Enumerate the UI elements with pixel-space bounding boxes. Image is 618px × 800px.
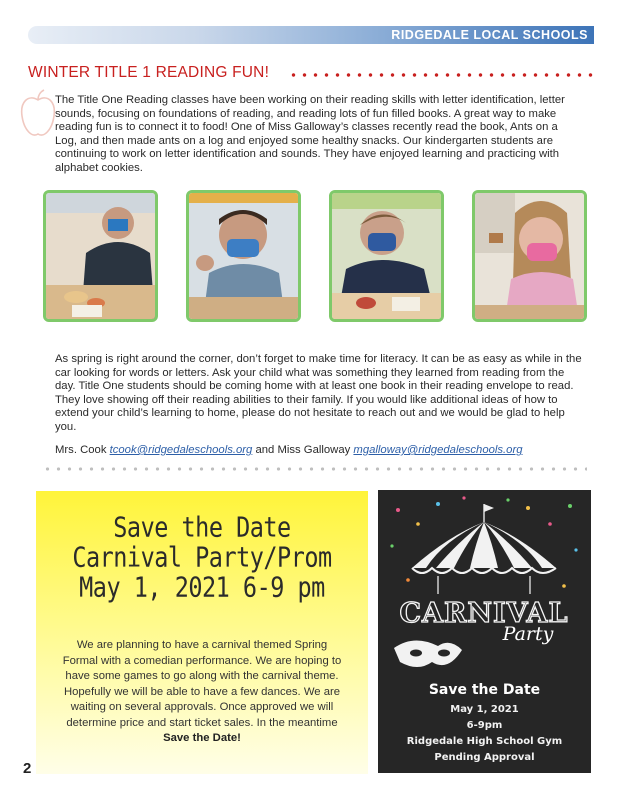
email-link-cook[interactable]: tcook@ridgedaleschools.org: [109, 444, 253, 456]
poster-location: Ridgedale High School Gym: [406, 736, 563, 747]
photo-student-4: [472, 190, 587, 322]
signature-name-galloway: and Miss Galloway: [252, 444, 354, 456]
carnival-tent-illustration: [378, 490, 591, 680]
article-paragraph-1: The Title One Reading classes have been working on their reading skills with letter identification, letter sounds, focusing on foundations of reading, and reading lots of fun filled books. A great way to make reading fun is to connect it to food! One of Miss Galloway’s classes recently read the book, Ants on a Log, and then made ants on a log and enjoyed some healthy snacks. Our kindergarten students are continuing to work on letter identification and sounds. They have enjoyed learning and practicing with alphabet cookies.: [55, 94, 565, 174]
poster-carnival-word: CARNIVAL: [399, 598, 569, 629]
save-date-title-line-3: May 1, 2021 6-9 pm: [79, 570, 325, 604]
signature-line: [55, 444, 523, 456]
article-paragraph-2: As spring is right around the corner, don’t forget to make time for literacy. It can be as easy as while in the car looking for words or letters. Ask your child what was something they learned from reading from the day. Title One students should be coming home with at least one book in their reading envelope to read. They love showing off their reading abilities to their family. If you would like additional ideas of how to extend your child’s learning to home, please do not hesitate to reach out and we would be glad to help you.: [55, 353, 582, 433]
photo-student-1: [43, 190, 158, 322]
email-link-galloway[interactable]: mgalloway@ridgedaleschools.org: [353, 444, 523, 456]
poster-date: May 1, 2021: [450, 704, 519, 715]
photo-student-3: [329, 190, 444, 322]
photo-strip: [43, 190, 585, 320]
save-date-emphasis: Save the Date!: [163, 732, 241, 744]
photo-student-2: [186, 190, 301, 322]
poster-save-date: Save the Date: [428, 682, 541, 698]
red-dot-divider: [288, 73, 594, 77]
poster-time: 6-9pm: [466, 720, 503, 731]
save-date-body: [58, 638, 346, 747]
save-the-date-box: [36, 491, 368, 774]
district-name: RIDGEDALE LOCAL SCHOOLS: [391, 28, 588, 42]
apple-icon: [20, 88, 56, 140]
page-number: 2: [23, 760, 32, 777]
signature-name-cook: Mrs. Cook: [55, 444, 110, 456]
carnival-poster: [378, 490, 591, 773]
grey-dot-divider: [42, 467, 587, 471]
save-date-title-line-2: Carnival Party/Prom: [72, 540, 332, 574]
poster-party-word: Party: [502, 623, 554, 645]
save-date-body-text: We are planning to have a carnival themed Spring Formal with a comedian performance. We are hoping to have some games to go along with the carnival theme. Hopefully we will be able to have a few dances. We are waiting on several approvals. Once approved we will determine price and start ticket sales. In the meantime: [62, 639, 342, 729]
poster-status: Pending Approval: [434, 752, 535, 763]
carnival-mask-icon: [394, 640, 462, 667]
save-date-title-line-1: Save the Date: [113, 510, 291, 544]
section-title: WINTER TITLE 1 READING FUN!: [28, 64, 270, 81]
